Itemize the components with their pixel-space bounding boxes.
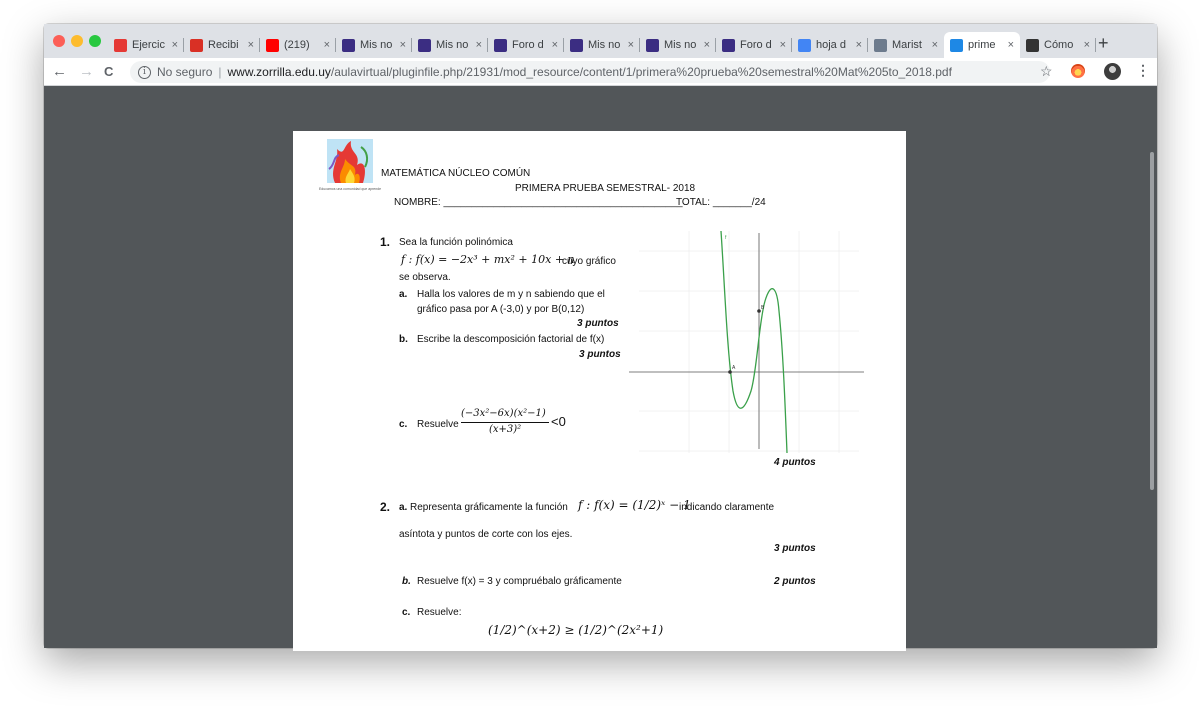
new-tab-button[interactable]: + bbox=[1098, 33, 1109, 53]
tab-11[interactable] bbox=[944, 32, 1020, 58]
q2a-text: Representa gráficamente la función bbox=[410, 502, 568, 513]
plataforma-icon bbox=[722, 39, 735, 52]
graph-grid bbox=[639, 231, 859, 453]
extension-icon[interactable] bbox=[1071, 64, 1085, 78]
plataforma-icon bbox=[646, 39, 659, 52]
exam-title: PRIMERA PRUEBA SEMESTRAL- 2018 bbox=[515, 183, 696, 194]
tab-3[interactable] bbox=[336, 32, 412, 58]
plataforma-icon bbox=[342, 39, 355, 52]
apple-icon bbox=[1026, 39, 1039, 52]
tab-title: Foro d bbox=[512, 39, 544, 51]
plataforma-icon bbox=[570, 39, 583, 52]
tab-9[interactable] bbox=[792, 32, 868, 58]
q1b-letter: b. bbox=[399, 334, 408, 345]
pdf-viewer bbox=[44, 86, 1157, 648]
tab-title: prime bbox=[968, 39, 996, 51]
q2c-inequality: (1/2)^(x+2) ≥ (1/2)^(2x²+1) bbox=[488, 623, 664, 637]
forward-button[interactable]: → bbox=[79, 63, 94, 80]
q1c-fraction-bar bbox=[461, 422, 549, 423]
tab-title: Mis no bbox=[360, 39, 393, 51]
toolbar bbox=[44, 58, 1157, 86]
q1c-points: 4 puntos bbox=[774, 457, 816, 468]
tab-1[interactable] bbox=[184, 32, 260, 58]
subject-heading: MATEMÁTICA NÚCLEO COMÚN bbox=[381, 168, 531, 179]
tab-12[interactable] bbox=[1020, 32, 1096, 58]
plataforma-icon bbox=[494, 39, 507, 52]
info-icon[interactable]: i bbox=[138, 66, 151, 79]
url-separator: | bbox=[218, 65, 222, 79]
q1c-inequality: <0 bbox=[551, 414, 566, 429]
browser-menu-icon[interactable]: ⋮ bbox=[1136, 62, 1150, 78]
q1-intro: Sea la función polinómica bbox=[399, 237, 513, 248]
name-field-label: NOMBRE: ___________________________________________ bbox=[394, 197, 683, 208]
pdf-page bbox=[293, 131, 906, 651]
tab-close-icon[interactable]: × bbox=[551, 39, 558, 51]
tab-title: Mis no bbox=[664, 39, 697, 51]
tab-close-icon[interactable]: × bbox=[323, 39, 330, 51]
q2b-text: Resuelve f(x) = 3 y compruébalo gráficamente bbox=[417, 576, 622, 587]
tab-title: Mis no bbox=[436, 39, 469, 51]
youtube-icon bbox=[266, 39, 279, 52]
q2a-tail: indicando claramente bbox=[679, 502, 775, 513]
tabs bbox=[108, 32, 1096, 58]
tab-close-icon[interactable]: × bbox=[703, 39, 710, 51]
tab-title: Mis no bbox=[588, 39, 621, 51]
q2a-letter: a. bbox=[399, 502, 408, 513]
tab-10[interactable] bbox=[868, 32, 944, 58]
point-b-label: B bbox=[761, 305, 765, 311]
q2b-points: 2 puntos bbox=[774, 576, 816, 587]
tab-close-icon[interactable]: × bbox=[171, 39, 178, 51]
q1-function: f : f(x) = −2x³ + mx² + 10x + n bbox=[401, 253, 575, 266]
q1-se-observa: se observa. bbox=[399, 272, 451, 283]
q1a-text-1: Halla los valores de m y n sabiendo que el bbox=[417, 289, 605, 300]
close-window-button[interactable] bbox=[53, 35, 65, 47]
q1c-letter: c. bbox=[399, 419, 408, 430]
minimize-window-button[interactable] bbox=[71, 35, 83, 47]
tab-title: (219) bbox=[284, 39, 310, 51]
tab-close-icon[interactable]: × bbox=[475, 39, 482, 51]
q2c-letter: c. bbox=[402, 607, 411, 618]
q1b-points: 3 puntos bbox=[579, 349, 621, 360]
tab-title: Foro d bbox=[740, 39, 772, 51]
plataforma-icon bbox=[418, 39, 431, 52]
browser-window bbox=[44, 24, 1157, 648]
polynomial-graph bbox=[629, 231, 869, 453]
security-status: No seguro bbox=[157, 65, 213, 79]
vertical-scrollbar[interactable] bbox=[1150, 152, 1154, 490]
q1c-numerator: (−3x²−6x)(x²−1) bbox=[461, 408, 546, 419]
ejercicios-icon bbox=[114, 39, 127, 52]
tab-2[interactable] bbox=[260, 32, 336, 58]
tab-6[interactable] bbox=[564, 32, 640, 58]
q2a-text-2: asíntota y puntos de corte con los ejes. bbox=[399, 529, 573, 540]
tab-close-icon[interactable]: × bbox=[1007, 39, 1014, 51]
google-icon bbox=[798, 39, 811, 52]
tab-close-icon[interactable]: × bbox=[627, 39, 634, 51]
q1c-denominator: (x+3)² bbox=[489, 424, 522, 435]
school-logo bbox=[318, 139, 382, 201]
tab-title: Cómo bbox=[1044, 39, 1074, 51]
q1-function-tail: cuyo gráfico bbox=[562, 256, 616, 267]
q1b-text: Escribe la descomposición factorial de f(x) bbox=[417, 334, 605, 345]
tab-title: Recibi bbox=[208, 39, 239, 51]
q2a-function: f : f(x) = (1/2)ˣ − 1 bbox=[578, 498, 691, 512]
q1-number: 1. bbox=[380, 235, 391, 249]
q1a-points: 3 puntos bbox=[577, 318, 619, 329]
url-host: www.zorrilla.edu.uy bbox=[227, 65, 331, 79]
tab-0[interactable] bbox=[108, 32, 184, 58]
tab-close-icon[interactable]: × bbox=[779, 39, 786, 51]
curve-label: f bbox=[725, 235, 727, 241]
bookmark-star-icon[interactable]: ☆ bbox=[1040, 63, 1053, 79]
point-a-label: A bbox=[732, 365, 736, 371]
back-button[interactable]: ← bbox=[52, 63, 67, 80]
q1a-letter: a. bbox=[399, 289, 408, 300]
pdf-icon bbox=[950, 39, 963, 52]
q1a-text-2: gráfico pasa por A (-3,0) y por B(0,12) bbox=[417, 304, 585, 315]
tab-title: Marist bbox=[892, 39, 922, 51]
zoom-window-button[interactable] bbox=[89, 35, 101, 47]
tab-4[interactable] bbox=[412, 32, 488, 58]
reload-button[interactable]: C bbox=[104, 64, 114, 79]
function-curve bbox=[721, 231, 787, 453]
gmail-icon bbox=[190, 39, 203, 52]
q2c-text: Resuelve: bbox=[417, 607, 462, 618]
tab-title: hoja d bbox=[816, 39, 846, 51]
tab-title: Ejercic bbox=[132, 39, 166, 51]
q2b-letter: b. bbox=[402, 576, 411, 587]
tab-close-icon[interactable]: × bbox=[399, 39, 406, 51]
tab-close-icon[interactable]: × bbox=[1083, 39, 1090, 51]
tab-5[interactable] bbox=[488, 32, 564, 58]
profile-avatar[interactable] bbox=[1104, 63, 1121, 80]
tab-7[interactable] bbox=[640, 32, 716, 58]
tab-close-icon[interactable]: × bbox=[931, 39, 938, 51]
logo-caption: Educamos una comunidad que aprende bbox=[318, 187, 382, 191]
tab-8[interactable] bbox=[716, 32, 792, 58]
tab-strip bbox=[44, 24, 1157, 58]
q2-number: 2. bbox=[380, 500, 391, 514]
q2a-points: 3 puntos bbox=[774, 543, 816, 554]
url-path: /aulavirtual/pluginfile.php/21931/mod_resource/content/1/primera%20prueba%20semestral%20Mat%205to_2018.pdf bbox=[330, 65, 952, 79]
q1c-text: Resuelve bbox=[417, 419, 459, 430]
total-field-label: TOTAL: _______/24 bbox=[676, 197, 766, 208]
tab-close-icon[interactable]: × bbox=[247, 39, 254, 51]
address-bar[interactable] bbox=[130, 61, 1050, 83]
tab-close-icon[interactable]: × bbox=[855, 39, 862, 51]
marist-icon bbox=[874, 39, 887, 52]
